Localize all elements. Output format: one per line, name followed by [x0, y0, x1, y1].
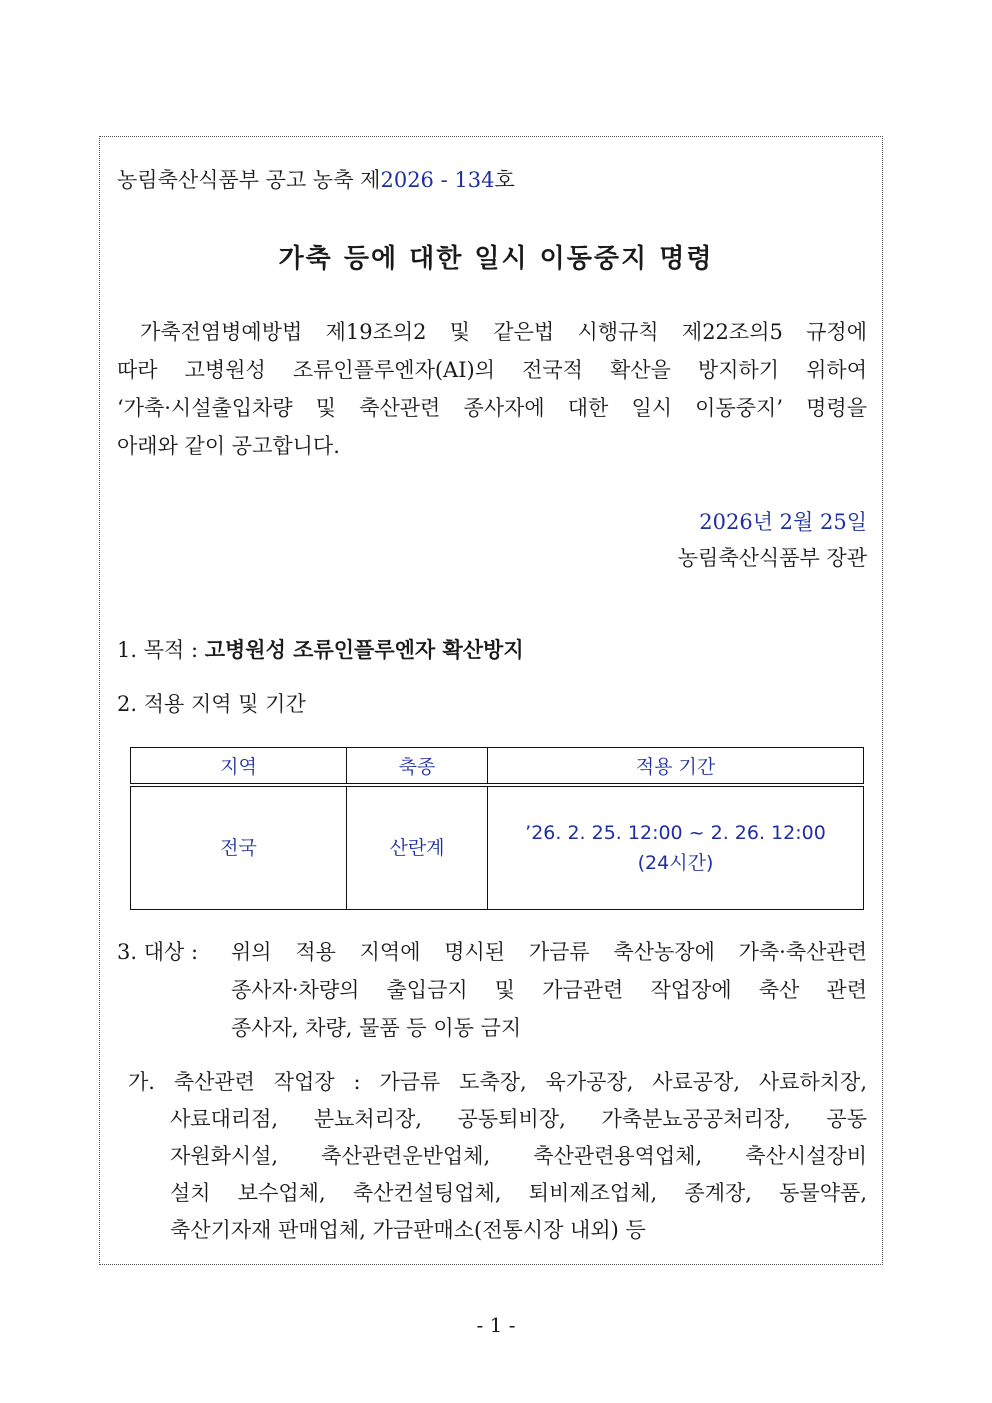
- scope-table: [130, 747, 864, 910]
- cell-region: 전국: [131, 785, 347, 910]
- cell-species: 산란계: [347, 785, 488, 910]
- cell-period-line1: ’26. 2. 25. 12:00 ~ 2. 26. 12:00: [525, 822, 826, 844]
- intro-line-1: 가축전염병예방법 제19조의2 및 같은법 시행규칙 제22조의5 규정에: [140, 320, 867, 344]
- table-row: [131, 785, 864, 910]
- table-header-row: [131, 748, 864, 786]
- section-scope-heading: 2. 적용 지역 및 기간: [117, 692, 306, 716]
- subsection-ga-line-1: 가. 축산관련 작업장 : 가금류 도축장, 육가공장, 사료공장, 사료하치장,: [128, 1070, 867, 1094]
- section-purpose: [117, 636, 524, 664]
- section-purpose-content: 고병원성 조류인플루엔자 확산방지: [204, 637, 524, 662]
- subsection-ga-line-4: 설치 보수업체, 축산컨설팅업체, 퇴비제조업체, 종계장, 동물약품,: [170, 1181, 867, 1205]
- cell-period-line2: (24시간): [637, 852, 714, 874]
- section-target-label: 3. 대상 :: [117, 940, 199, 964]
- section-purpose-label: 1. 목적 :: [117, 638, 205, 662]
- intro-line-2: 따라 고병원성 조류인플루엔자(AI)의 전국적 확산을 방지하기 위하여: [117, 358, 867, 382]
- cell-period: [488, 785, 864, 910]
- header-period: 적용 기간: [488, 748, 864, 786]
- header-species: 축종: [347, 748, 488, 786]
- notice-authority: 농림축산식품부 장관: [677, 546, 867, 570]
- intro-line-4: 아래와 같이 공고합니다.: [117, 434, 340, 458]
- section-target-line-3: 종사자, 차량, 물품 등 이동 금지: [231, 1016, 522, 1040]
- page-number: - 1 -: [476, 1313, 516, 1337]
- section-target-line-2: 종사자·차량의 출입금지 및 가금관련 작업장에 축산 관련: [231, 978, 867, 1002]
- section-target-line-1: 위의 적용 지역에 명시된 가금류 축산농장에 가축·축산관련: [231, 940, 867, 964]
- intro-line-3: ‘가축·시설출입차량 및 축산관련 종사자에 대한 일시 이동중지’ 명령을: [117, 396, 867, 420]
- subsection-ga-line-3: 자원화시설, 축산관련운반업체, 축산관련용역업체, 축산시설장비: [170, 1144, 867, 1168]
- document-title: 가축 등에 대한 일시 이동중지 명령: [278, 244, 714, 274]
- subsection-ga-line-2: 사료대리점, 분뇨처리장, 공동퇴비장, 가축분뇨공공처리장, 공동: [170, 1107, 867, 1131]
- notice-header: 농림축산식품부 공고 농축 제2026 - 134호: [117, 168, 515, 192]
- subsection-ga-line-5: 축산기자재 판매업체, 가금판매소(전통시장 내외) 등: [170, 1218, 646, 1242]
- header-region: 지역: [131, 748, 347, 786]
- notice-date: 2026년 2월 25일: [699, 510, 867, 534]
